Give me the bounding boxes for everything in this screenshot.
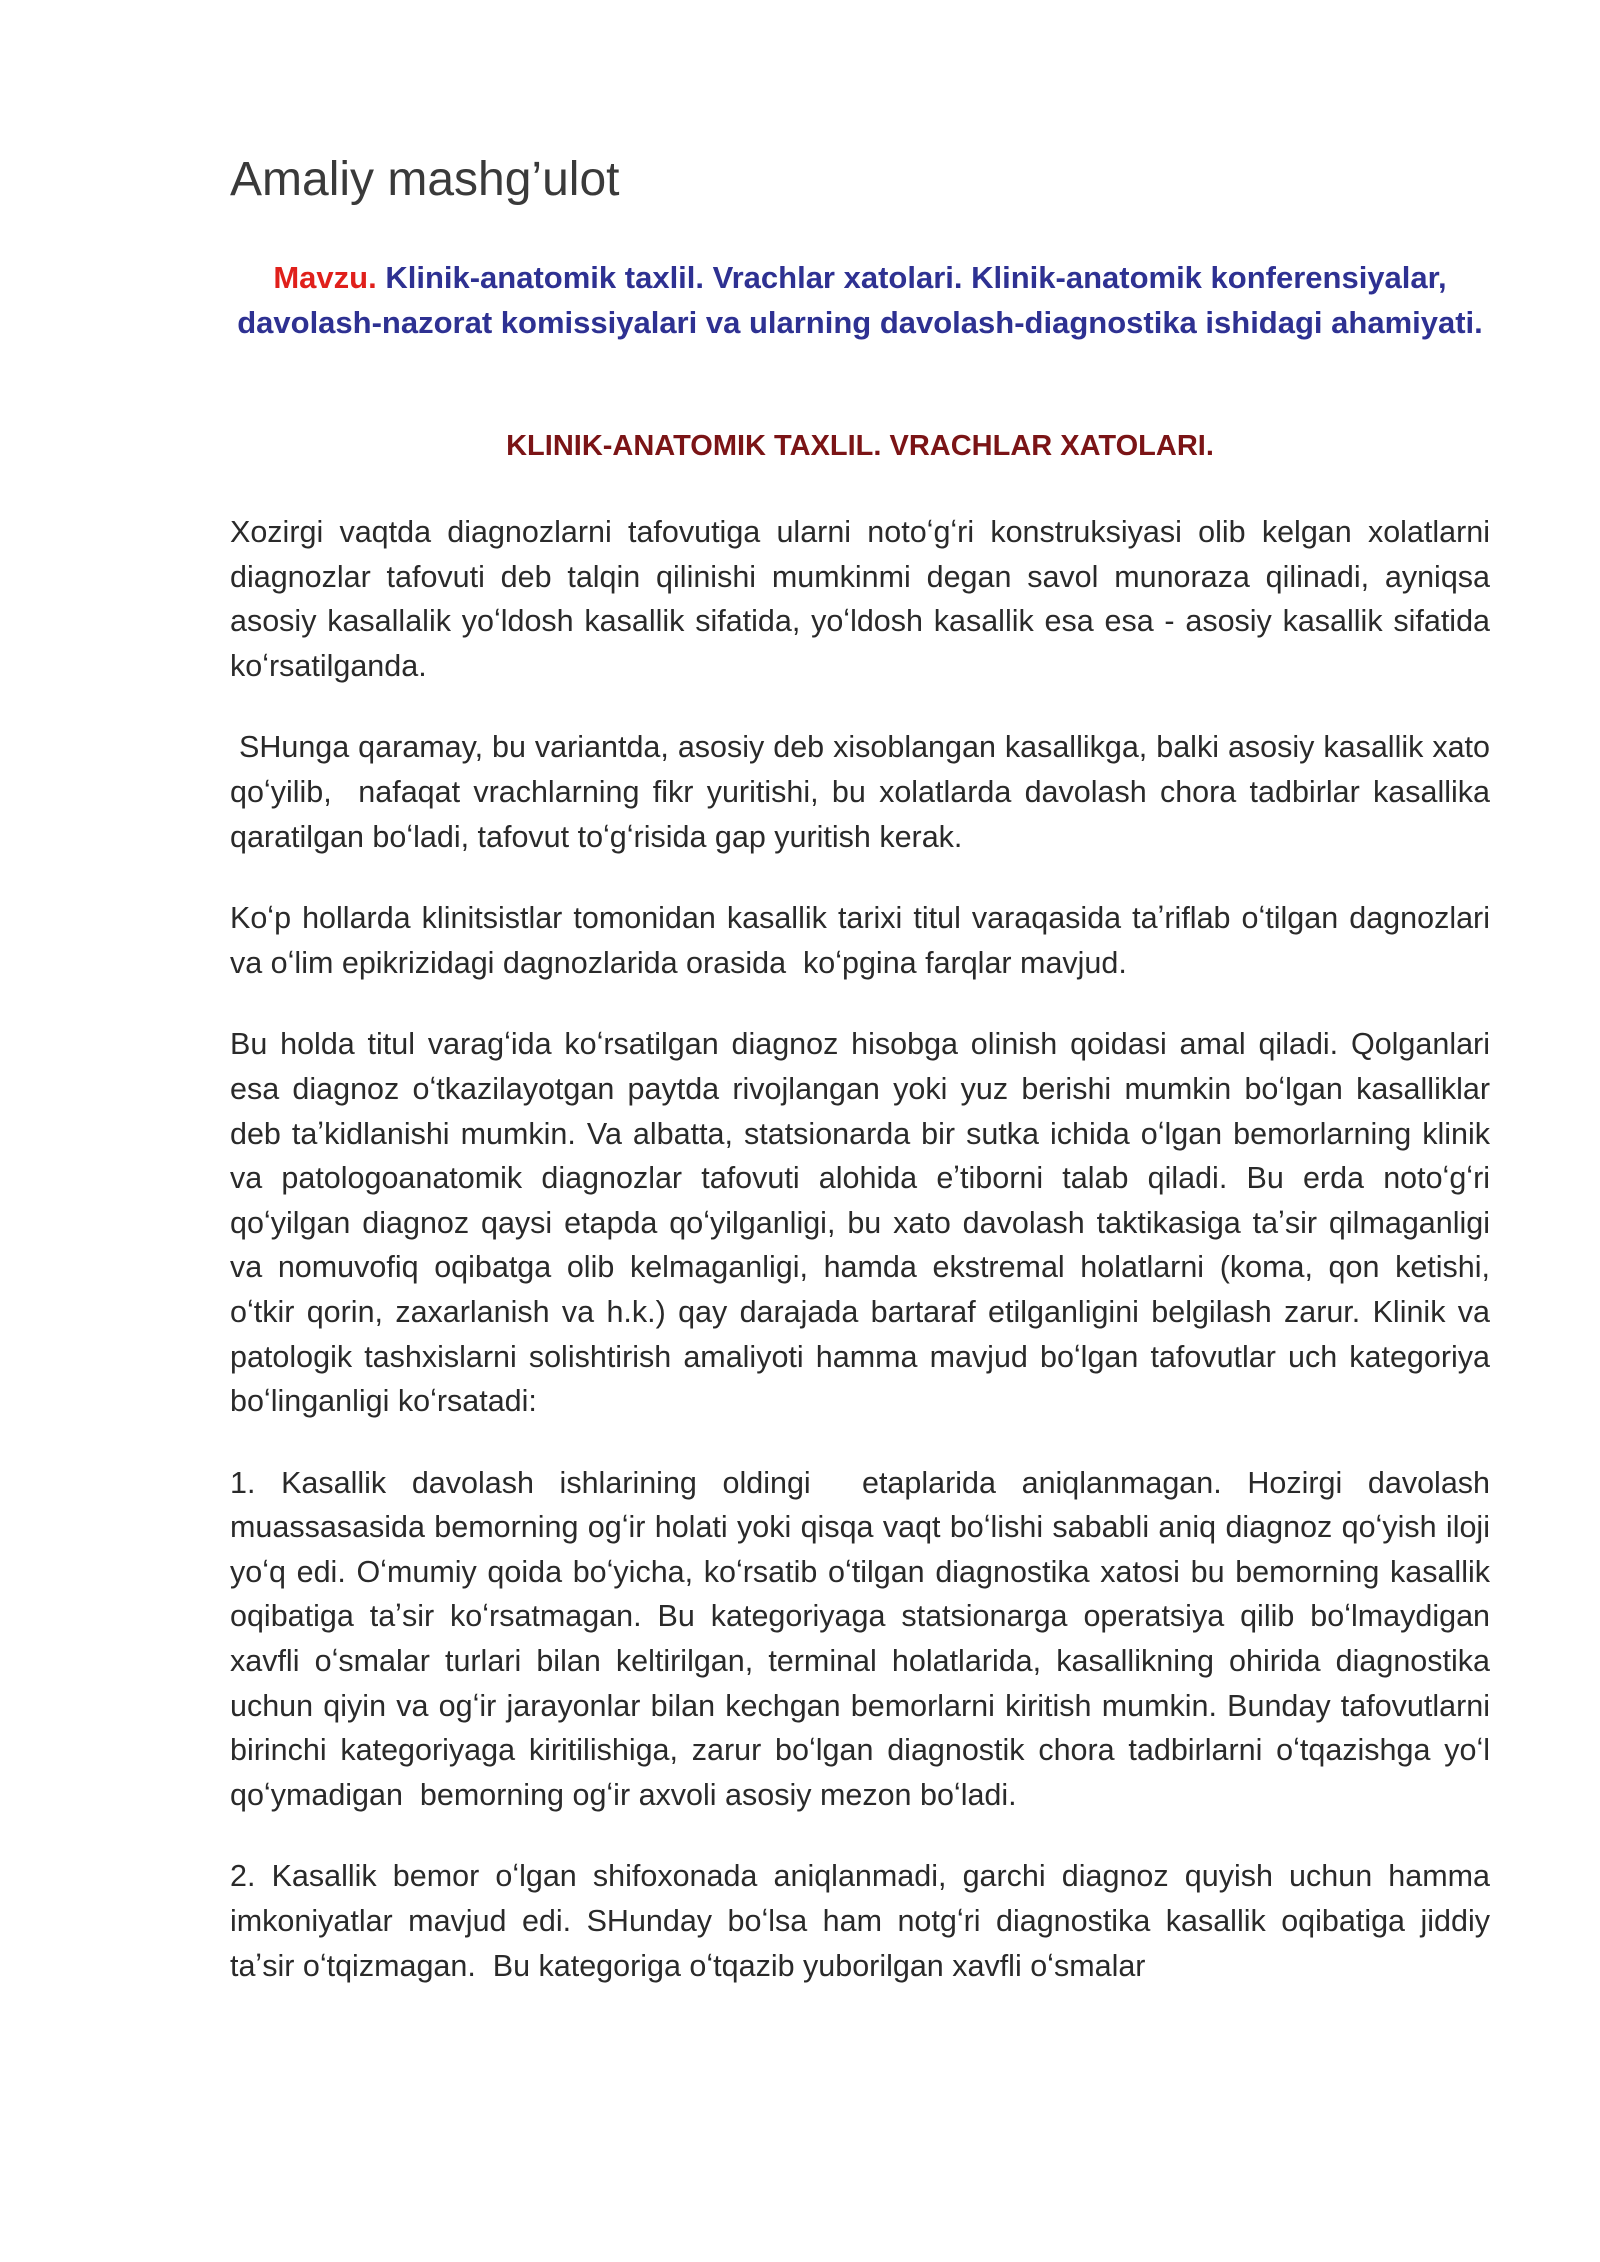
paragraph-1: Xozirgi vaqtda diagnozlarni tafovutiga ularni notoʻgʻri konstruksiyasi olib kelgan xolatlarni diagnozlar tafovuti deb talqin qilinishi mumkinmi degan savol munoraza qilinadi, ayniqsa asosiy kasallalik yoʻldosh kasallik sifatida, yoʻldosh kasallik esa esa - asosiy kasallik sifatida koʻrsatilganda.: [230, 515, 1499, 683]
topic-block: [230, 255, 1490, 345]
paragraph-3: Koʻp hollarda klinitsistlar tomonidan kasallik tarixi titul varaqasida taʼriflab oʻtilgan dagnozlari va oʻlim epikrizidagi dagnozlarida orasida koʻpgina farqlar mavjud.: [230, 901, 1499, 980]
paragraph-5: 1. Kasallik davolash ishlarining oldingi etaplarida aniqlanmagan. Hozirgi davolash muassasasida bemorning ogʻir holati yoki qisqa vaqt boʻlishi sababli aniq diagnoz qoʻyish iloji yoʻq edi. Oʻmumiy qoida boʻyicha, koʻrsatib oʻtilgan diagnostika xatosi bu bemorning kasallik oqibatiga taʼsir koʻrsatmagan. Bu kategoriyaga statsionarga operatsiya qilib boʻlmaydigan xavfli oʻsmalar turlari bilan keltirilgan, terminal holatlarida, kasallikning ohirida diagnostika uchun qiyin va ogʻir jarayonlar bilan kechgan bemorlarni kiritish mumkin. Bunday tafovutlarni birinchi kategoriyaga kiritilishiga, zarur boʻlgan diagnostik chora tadbirlarni oʻtqazishga yoʻl qoʻymadigan bemorning ogʻir axvoli asosiy mezon boʻladi.: [230, 1465, 1499, 1812]
section-heading: KLINIK-ANATOMIK TAXLIL. VRACHLAR XATOLARI.: [506, 430, 1214, 462]
document-body: [230, 510, 1499, 2025]
paragraph-4: Bu holda titul varagʻida koʻrsatilgan diagnoz hisobga olinish qoidasi amal qiladi. Qolganlari esa diagnoz oʻtkazilayotgan paytda rivojlangan yoki yuz berishi mumkin boʻlgan kasalliklar deb taʼkidlanishi mumkin. Va albatta, statsionarda bir sutka ichida oʻlgan bemorlarning klinik va patologoanatomik diagnozlar tafovuti alohida eʼtiborni talab qiladi. Bu erda notoʻgʻri qoʻyilgan diagnoz qaysi etapda qoʻyilganligi, bu xato davolash taktikasiga taʼsir qilmaganligi va nomuvofiq oqibatga olib kelmaganligi, hamda ekstremal holatlarni (koma, qon ketishi, oʻtkir qorin, zaxarlanish va h.k.) qay darajada bartaraf etilganligini belgilash zarur. Klinik va patologik tashxislarni solishtirish amaliyoti hamma mavjud boʻlgan tafovutlar uch kategoriya boʻlinganligi koʻrsatadi:: [230, 1027, 1499, 1419]
topic-label: Mavzu.: [273, 260, 377, 295]
paragraph-2: SHunga qaramay, bu variantda, asosiy deb xisoblangan kasallikga, balki asosiy kasallik xato qoʻyilib, nafaqat vrachlarning fikr yuritishi, bu xolatlarda davolash chora tadbirlar kasallika qaratilgan boʻladi, tafovut toʻgʻrisida gap yuritish kerak.: [230, 730, 1499, 854]
paragraph-6: 2. Kasallik bemor oʻlgan shifoxonada aniqlanmadi, garchi diagnoz quyish uchun hamma imkoniyatlar mavjud edi. SHunday boʻlsa ham notgʻri diagnostika kasallik oqibatiga jiddiy taʼsir oʻtqizmagan. Bu kategoriga oʻtqazib yuborilgan xavfli oʻsmalar: [230, 1859, 1499, 1983]
topic-text: Klinik-anatomik taxlil. Vrachlar xatolari. Klinik-anatomik konferensiyalar, davolash-nazorat komissiyalari va ularning davolash-diagnostika ishidagi ahamiyati.: [237, 260, 1483, 340]
document-title: Amaliy mashg’ulot: [230, 153, 620, 206]
